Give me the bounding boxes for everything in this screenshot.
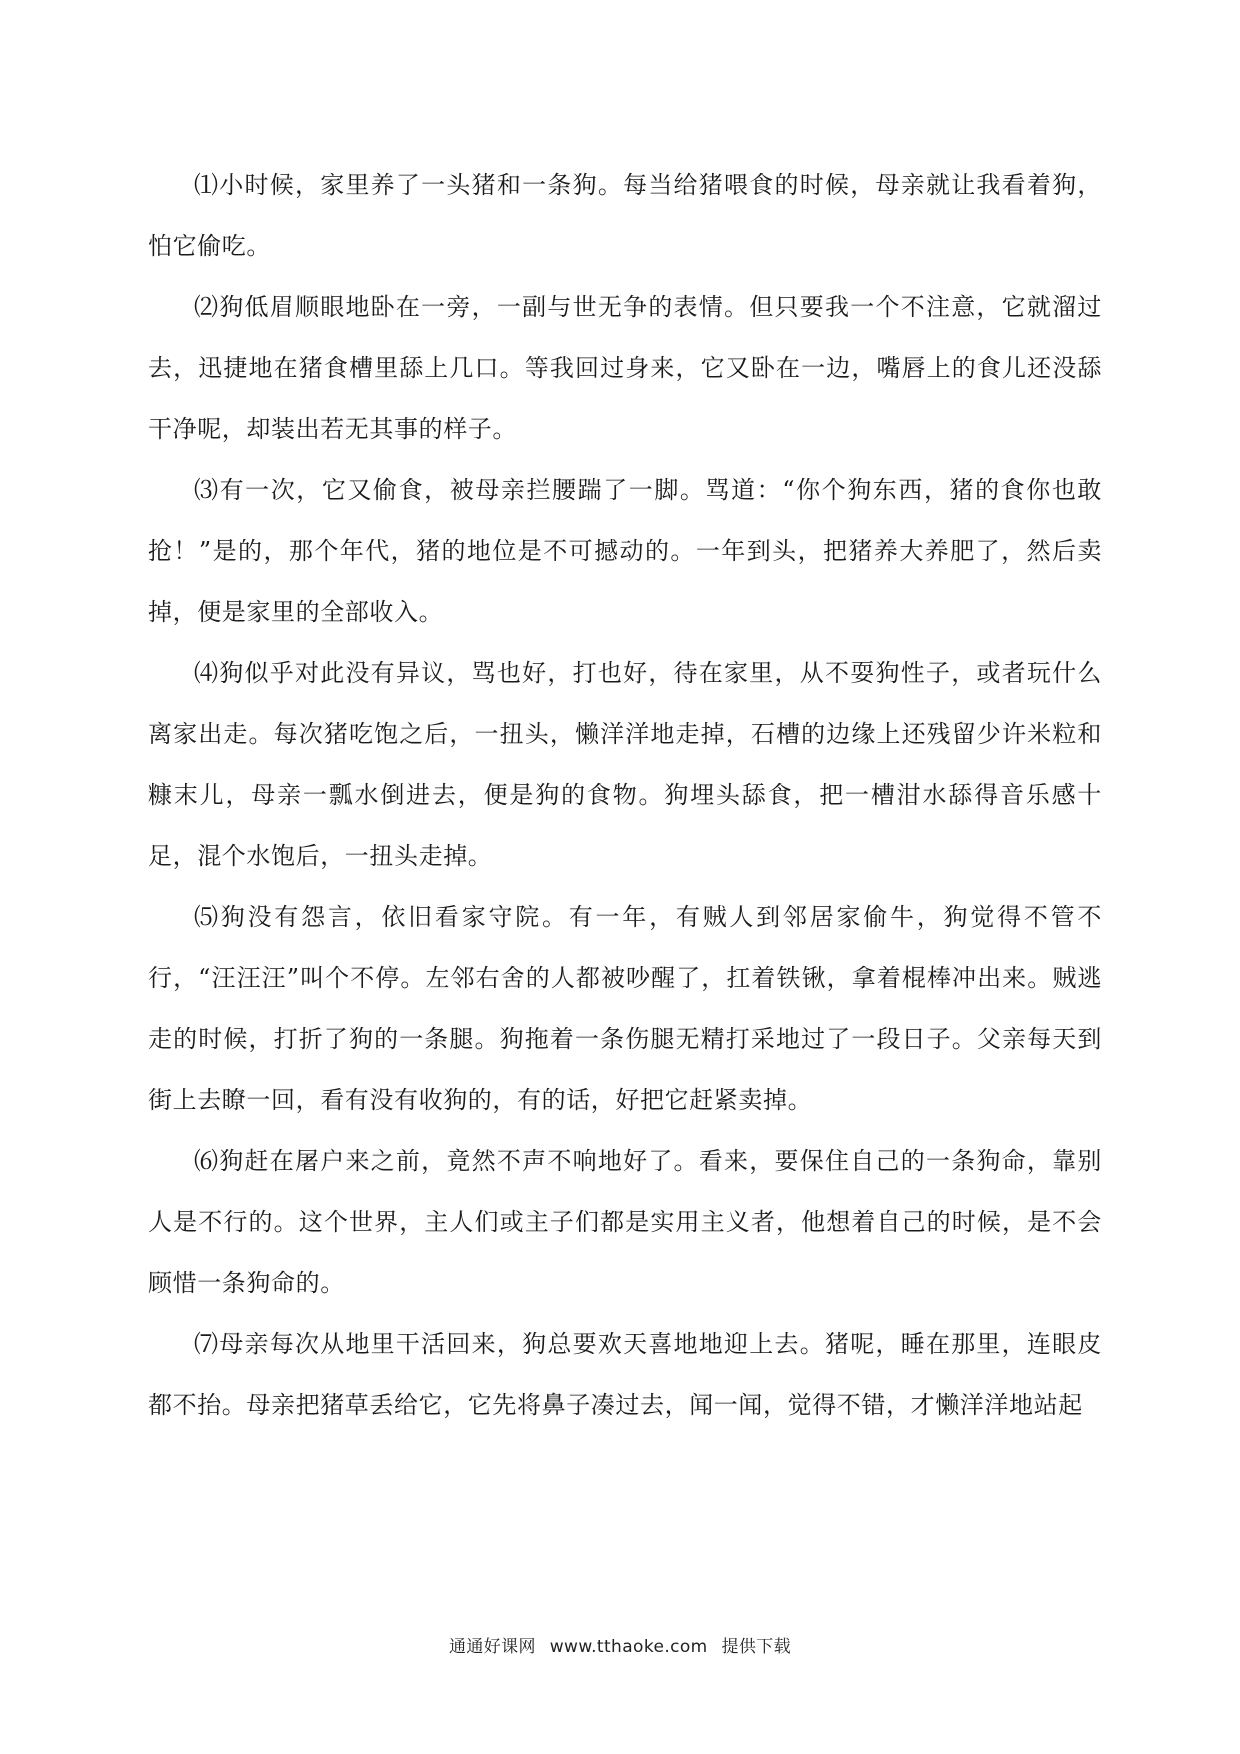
paragraph-7: ⑺母亲每次从地里干活回来，狗总要欢天喜地地迎上去。猪呢，睡在那里，连眼皮都不抬。母亲把猪草丢给它，它先将鼻子凑过去，闻一闻，觉得不错，才懒洋洋地站起 <box>148 1330 1102 1419</box>
paragraph-5: ⑸狗没有怨言，依旧看家守院。有一年，有贼人到邻居家偷牛，狗觉得不管不行，“汪汪汪”叫个不停。左邻右舍的人都被吵醒了，扛着铁锹，拿着棍棒冲出来。贼逃走的时候，打折了狗的一条腿。狗拖着一条伤腿无精打采地过了一段日子。父亲每天到街上去瞭一回，看有没有收狗的，有的话，好把它赶紧卖掉。 <box>148 903 1102 1114</box>
footer-site-name: 通通好课网 <box>448 1637 536 1657</box>
footer-suffix: 提供下载 <box>721 1637 792 1657</box>
paragraph-1: ⑴小时候，家里养了一头猪和一条狗。每当给猪喂食的时候，母亲就让我看着狗，怕它偷吃。 <box>148 171 1102 260</box>
paragraph-6: ⑹狗赶在屠户来之前，竟然不声不响地好了。看来，要保住自己的一条狗命，靠别人是不行的。这个世界，主人们或主子们都是实用主义者，他想着自己的时候，是不会顾惜一条狗命的。 <box>148 1147 1102 1297</box>
footer-url: www.tthaoke.com <box>549 1637 708 1657</box>
paragraph-4: ⑷狗似乎对此没有异议，骂也好，打也好，待在家里，从不耍狗性子，或者玩什么离家出走。每次猪吃饱之后，一扭头，懒洋洋地走掉，石槽的边缘上还残留少许米粒和糠末儿，母亲一瓢水倒进去，便是狗的食物。狗埋头舔食，把一槽泔水舔得音乐感十足，混个水饱后，一扭头走掉。 <box>148 659 1102 870</box>
article-body <box>148 155 1102 1436</box>
paragraph-3: ⑶有一次，它又偷食，被母亲拦腰踹了一脚。骂道：“你个狗东西，猪的食你也敢抢！”是的，那个年代，猪的地位是不可撼动的。一年到头，把猪养大养肥了，然后卖掉，便是家里的全部收入。 <box>148 476 1102 626</box>
page-footer <box>0 1632 1240 1657</box>
paragraph-2: ⑵狗低眉顺眼地卧在一旁，一副与世无争的表情。但只要我一个不注意，它就溜过去，迅捷地在猪食槽里舔上几口。等我回过身来，它又卧在一边，嘴唇上的食儿还没舔干净呢，却装出若无其事的样子。 <box>148 293 1102 443</box>
